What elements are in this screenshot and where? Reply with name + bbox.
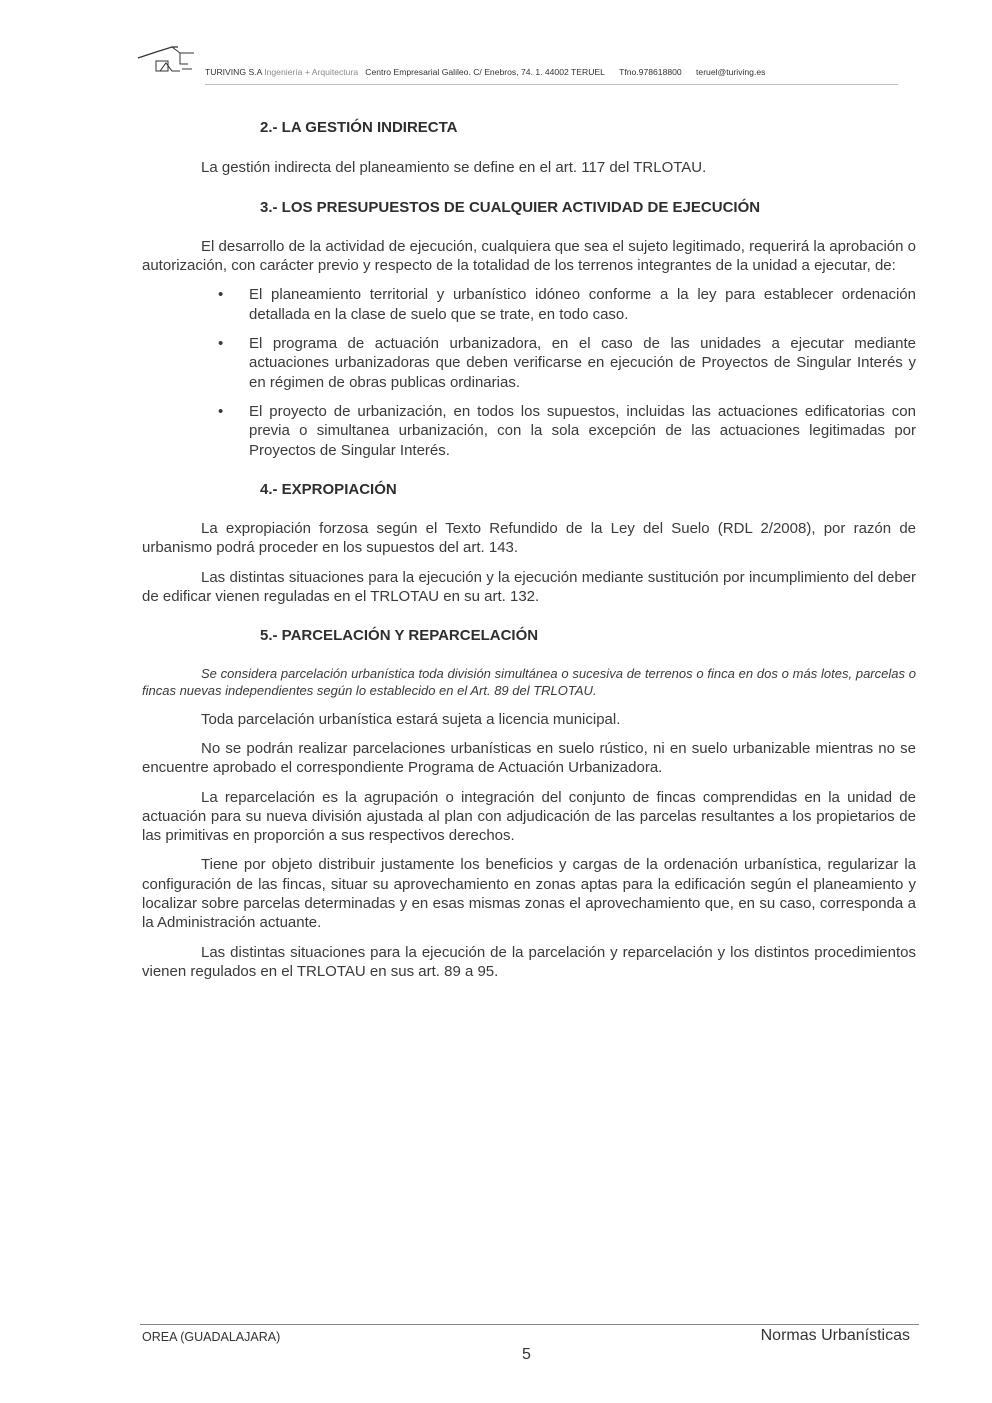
list-item-text: El proyecto de urbanización, en todos los supuestos, incluidas las actuaciones edificatorias con previa o simultanea urbanización, con la sola excepción de las actuaciones legitimadas por Proyectos de Singular Interés.	[249, 402, 916, 459]
paragraph: El desarrollo de la actividad de ejecución, cualquiera que sea el sujeto legitimado, requerirá la aprobación o autorización, con carácter previo y respecto de la totalidad de los terrenos integrantes de la unidad a ejecutar, de:	[142, 237, 916, 275]
list-item	[142, 285, 916, 324]
list-item	[142, 334, 916, 392]
italic-paragraph: Se considera parcelación urbanística toda división simultánea o sucesiva de terrenos o finca en dos o más lotes, parcelas o fincas nuevas independientes según lo establecido en el Art. 89 del TRLOTAU.	[142, 665, 916, 699]
paragraph: La reparcelación es la agrupación o integración del conjunto de fincas comprendidas en la unidad de actuación para su nueva división ajustada al plan con adjudicación de las parcelas resultantes a los propietarios de las primitivas en proporción a sus respectivos derechos.	[142, 788, 916, 845]
paragraph: La expropiación forzosa según el Texto Refundido de la Ley del Suelo (RDL 2/2008), por razón de urbanismo podrá proceder en los supuestos del art. 143.	[142, 520, 916, 557]
company-subtitle: Ingeniería + Arquitectura	[264, 67, 359, 77]
footer-location: OREA (GUADALAJARA)	[142, 1330, 281, 1344]
list-item-text: El programa de actuación urbanizadora, en el caso de las unidades a ejecutar mediante actuaciones urbanizadoras que deben verificarse en ejecución de Proyectos de Singular Interés y en régimen de obras publicas ordinarias.	[249, 335, 916, 391]
bullet-icon: •	[218, 335, 224, 353]
list-item-text: El planeamiento territorial y urbanístico idóneo conforme a la ley para establecer ordenación detallada en la clase de suelo que se trate, en todo caso.	[249, 286, 916, 323]
paragraph: Las distintas situaciones para la ejecución y la ejecución mediante sustitución por incumplimiento del deber de edificar vienen reguladas en el TRLOTAU en su art. 132.	[142, 568, 916, 606]
paragraph: Toda parcelación urbanística estará sujeta a licencia municipal.	[201, 710, 621, 728]
page-number: 5	[522, 1346, 531, 1363]
section-heading: 4.- EXPROPIACIÓN	[260, 480, 397, 498]
company-address: Centro Empresarial Galileo. C/ Enebros, 74. 1. 44002 TERUEL	[365, 67, 605, 77]
company-name: TURIVING S.A	[205, 67, 262, 77]
company-email[interactable]: teruel@turiving.es	[696, 67, 766, 77]
requirements-list	[142, 285, 916, 459]
bullet-icon: •	[218, 402, 224, 420]
list-item	[142, 402, 916, 460]
company-phone: Tfno.978618800	[619, 67, 682, 77]
footer-document-title: Normas Urbanísticas	[760, 1327, 910, 1344]
paragraph: No se podrán realizar parcelaciones urbanísticas en suelo rústico, ni en suelo urbanizable mientras no se encuentre aprobado el correspondiente Programa de Actuación Urbanizadora.	[142, 739, 916, 777]
section-heading: 5.- PARCELACIÓN Y REPARCELACIÓN	[260, 627, 539, 645]
section-heading: 2.- LA GESTIÓN INDIRECTA	[260, 119, 458, 136]
footer-divider	[140, 1324, 919, 1325]
house-roof-logo-icon	[136, 44, 202, 76]
paragraph: Las distintas situaciones para la ejecución de la parcelación y reparcelación y los distintos procedimientos vienen regulados en el TRLOTAU en sus art. 89 a 95.	[142, 943, 916, 980]
paragraph: Tiene por objeto distribuir justamente los beneficios y cargas de la ordenación urbanística, regularizar la configuración de las fincas, situar su aprovechamiento en zonas aptas para la edificación según el planeamiento y localizar sobre parcelas determinadas y en esas mismas zonas el aprovechamiento que, en su caso, corresponda a la Administración actuante.	[142, 856, 916, 932]
section-heading: 3.- LOS PRESUPUESTOS DE CUALQUIER ACTIVIDAD DE EJECUCIÓN	[260, 198, 761, 216]
letterhead	[205, 67, 765, 77]
bullet-icon: •	[218, 286, 224, 304]
header-divider	[205, 84, 898, 85]
document-body	[142, 118, 916, 981]
paragraph: La gestión indirecta del planeamiento se define en el art. 117 del TRLOTAU.	[201, 159, 707, 177]
